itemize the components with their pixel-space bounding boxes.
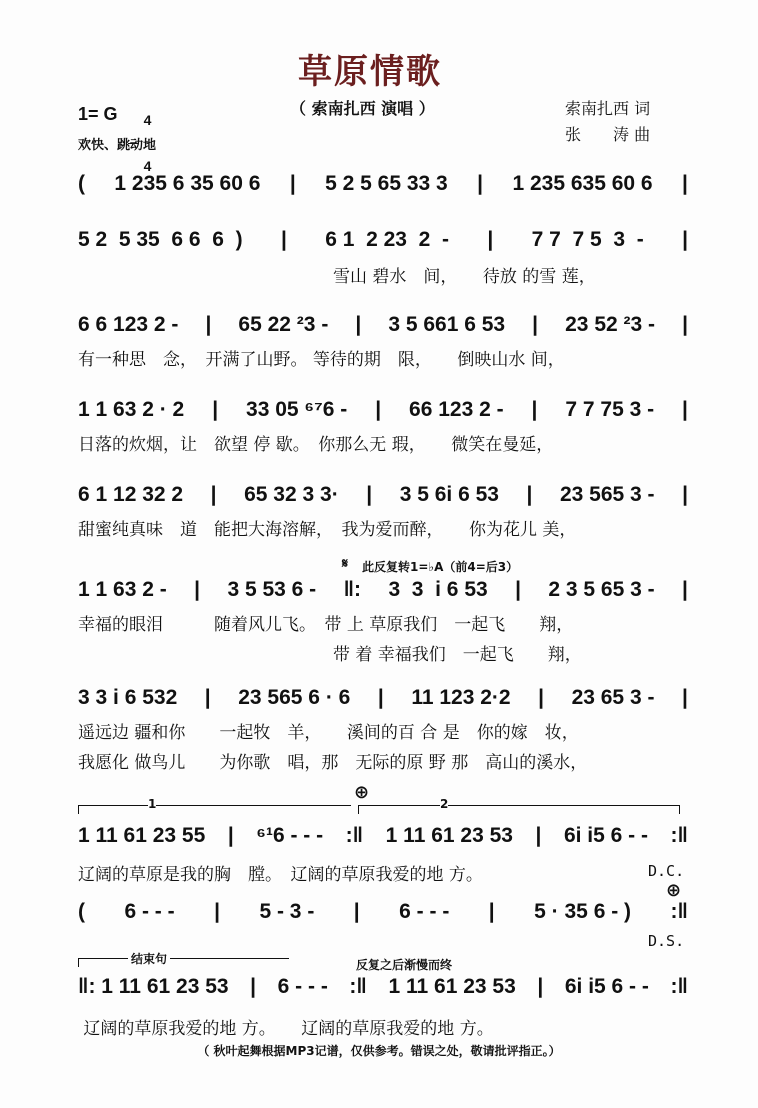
- barline: |: [194, 578, 201, 601]
- measure: 5 2 5 65 33 3: [325, 172, 448, 195]
- barline: |: [487, 228, 494, 251]
- lyricist-credit: 索南扎西 词: [565, 99, 651, 118]
- ending-note: 反复之后渐慢而终: [356, 958, 453, 972]
- tempo-marking: 欢快、跳动地: [78, 138, 157, 153]
- lyric-line: 辽阔的草原我爱的地 方。 辽阔的草原我爱的地 方。: [78, 1019, 494, 1039]
- volta-2-label: 2: [440, 797, 449, 811]
- lyric-line: 我愿化 做鸟儿 为你歌 唱，那 无际的原 野 那 高山的溪水，: [78, 753, 588, 773]
- measure: 2 3 5 65 3 -: [548, 578, 655, 601]
- measure: 7 7 7 5 3 -: [531, 228, 644, 251]
- barline: |: [205, 313, 212, 336]
- barline: |: [682, 483, 688, 506]
- barline: :‖: [670, 975, 688, 998]
- barline: :‖: [670, 900, 688, 923]
- barline: |: [538, 686, 545, 709]
- barline: |: [353, 900, 360, 923]
- volta-bracket-1: [78, 805, 351, 814]
- barline: (: [78, 900, 85, 923]
- barline: |: [515, 578, 521, 601]
- time-bottom: 4: [143, 158, 152, 174]
- measure: 1 1 63 2 · 2: [78, 398, 185, 421]
- barline: |: [250, 975, 257, 998]
- singer-credit: （ 索南扎西 演唱 ）: [290, 99, 435, 118]
- measure: 33 05 ⁶⁷6 -: [246, 398, 348, 421]
- measure: 3 5 661 6 53: [388, 313, 506, 336]
- barline: |: [526, 483, 533, 506]
- barline: |: [531, 398, 538, 421]
- measure: 23 52 ²3 -: [565, 313, 656, 336]
- barline: :‖: [349, 975, 367, 998]
- measure: 6 - - -: [399, 900, 450, 923]
- barline: |: [377, 686, 384, 709]
- coda-icon-2: ⊕: [666, 880, 682, 901]
- measure: 1 1 63 2 -: [78, 578, 167, 601]
- measure: 6 1 2 23 2 -: [325, 228, 449, 251]
- barline: |: [682, 228, 688, 251]
- measure: 6 1 12 32 2: [78, 483, 184, 506]
- barline: |: [355, 313, 362, 336]
- barline: |: [682, 578, 688, 601]
- lyric-line: 有一种思 念， 开满了山野。 等待的期 限， 倒映山水 间，: [78, 350, 565, 370]
- ds-marking: D.S.: [648, 932, 685, 950]
- barline: |: [477, 172, 484, 195]
- barline: ‖:: [343, 578, 362, 601]
- barline: |: [682, 398, 688, 421]
- footer-note: （ 秋叶起舞根据MP3记谱，仅供参考。错误之处，敬请批评指正。）: [197, 1044, 561, 1058]
- measure: 65 22 ²3 -: [238, 313, 329, 336]
- barline: :‖: [345, 824, 364, 847]
- notation-row: [78, 684, 688, 712]
- barline: :‖: [670, 824, 688, 847]
- measure: 1 11 61 23 53: [385, 824, 513, 847]
- measure: 5 - 3 -: [259, 900, 315, 923]
- barline: |: [204, 686, 211, 709]
- barline: |: [210, 483, 217, 506]
- lyric-line: 雪山 碧水 间， 待放 的雪 莲，: [78, 267, 596, 287]
- measure: 23 65 3 -: [571, 686, 655, 709]
- segno-note: 此反复转1=♭A（前4=后3）: [362, 560, 519, 574]
- measure: 3 5 6i 6 53: [399, 483, 499, 506]
- notation-row: [78, 170, 688, 198]
- notation-row: [78, 973, 688, 1001]
- measure: 66 123 2 -: [409, 398, 504, 421]
- lyric-line: 甜蜜纯真味 道 能把大海溶解， 我为爱而醉， 你为花儿 美，: [78, 520, 577, 540]
- barline: |: [488, 900, 495, 923]
- measure: 1 11 61 23 53: [388, 975, 516, 998]
- barline: (: [78, 172, 85, 195]
- barline: |: [214, 900, 220, 923]
- barline: |: [227, 824, 234, 847]
- measure: 23 565 3 -: [559, 483, 655, 506]
- measure: 7 7 75 3 -: [565, 398, 655, 421]
- measure: 3 3 i 6 53: [388, 578, 488, 601]
- lyric-line: 辽阔的草原是我的胸 膛。 辽阔的草原我爱的地 方。: [78, 865, 483, 885]
- notation-row: [78, 481, 688, 509]
- lyric-line: 幸福的眼泪 随着风儿飞。 带 上 草原我们 一起飞 翔，: [78, 615, 574, 635]
- measure: 23 565 6 · 6: [238, 686, 351, 709]
- measure: 6i i5 6 - -: [563, 824, 648, 847]
- measure: 1 235 6 35 60 6: [114, 172, 261, 195]
- volta-1-label: 1: [148, 797, 157, 811]
- coda-label: 结束句: [128, 950, 170, 967]
- measure: 1 235 635 60 6: [512, 172, 653, 195]
- lyric-line: 日落的炊烟，让 欲望 停 歇。 你那么无 瑕， 微笑在曼延，: [78, 435, 554, 455]
- measure: 3 5 53 6 -: [227, 578, 317, 601]
- lyric-line: 遥远边 疆和你 一起牧 羊， 溪间的百 合 是 你的嫁 妆，: [78, 723, 579, 743]
- measure: 6i i5 6 - -: [564, 975, 649, 998]
- measure: 6 6 123 2 -: [78, 313, 179, 336]
- notation-row: [78, 822, 688, 850]
- barline: |: [682, 172, 688, 195]
- barline: |: [289, 172, 296, 195]
- measure: 6 - - -: [124, 900, 175, 923]
- coda-bracket: [78, 958, 289, 967]
- barline: |: [366, 483, 373, 506]
- notation-row: [78, 226, 688, 254]
- measure: 6 - - -: [277, 975, 328, 998]
- lyric-line: 带 着 幸福我们 一起飞 翔，: [78, 645, 582, 665]
- measure: 65 32 3 3·: [244, 483, 339, 506]
- barline: |: [535, 824, 542, 847]
- measure: 5 2 5 35 6 6 6 ): [78, 228, 243, 251]
- key-signature: 1= G: [78, 104, 118, 124]
- notation-row: [78, 311, 688, 339]
- notation-row: [78, 396, 688, 424]
- coda-icon: ⊕: [354, 782, 370, 803]
- measure: 3 3 i 6 532: [78, 686, 178, 709]
- dc-marking: D.C.: [648, 862, 685, 880]
- measure: 11 123 2·2: [411, 686, 511, 709]
- barline: |: [682, 686, 688, 709]
- barline: |: [375, 398, 382, 421]
- song-title: 草原情歌: [298, 52, 442, 92]
- time-top: 4: [143, 112, 152, 128]
- measure: 5 · 35 6 - ): [534, 900, 632, 923]
- barline: |: [532, 313, 539, 336]
- measure: ‖: 1 11 61 23 53: [78, 975, 229, 998]
- measure: ⁶¹6 - - -: [256, 824, 324, 847]
- measure: 1 11 61 23 55: [78, 824, 206, 847]
- segno-icon: 𝄋: [342, 556, 349, 572]
- barline: |: [212, 398, 219, 421]
- barline: |: [682, 313, 688, 336]
- barline: |: [280, 228, 287, 251]
- barline: |: [537, 975, 544, 998]
- volta-bracket-2: [358, 805, 680, 814]
- notation-row: [78, 576, 688, 604]
- composer-credit: 张 涛 曲: [565, 125, 651, 144]
- notation-row: [78, 898, 688, 926]
